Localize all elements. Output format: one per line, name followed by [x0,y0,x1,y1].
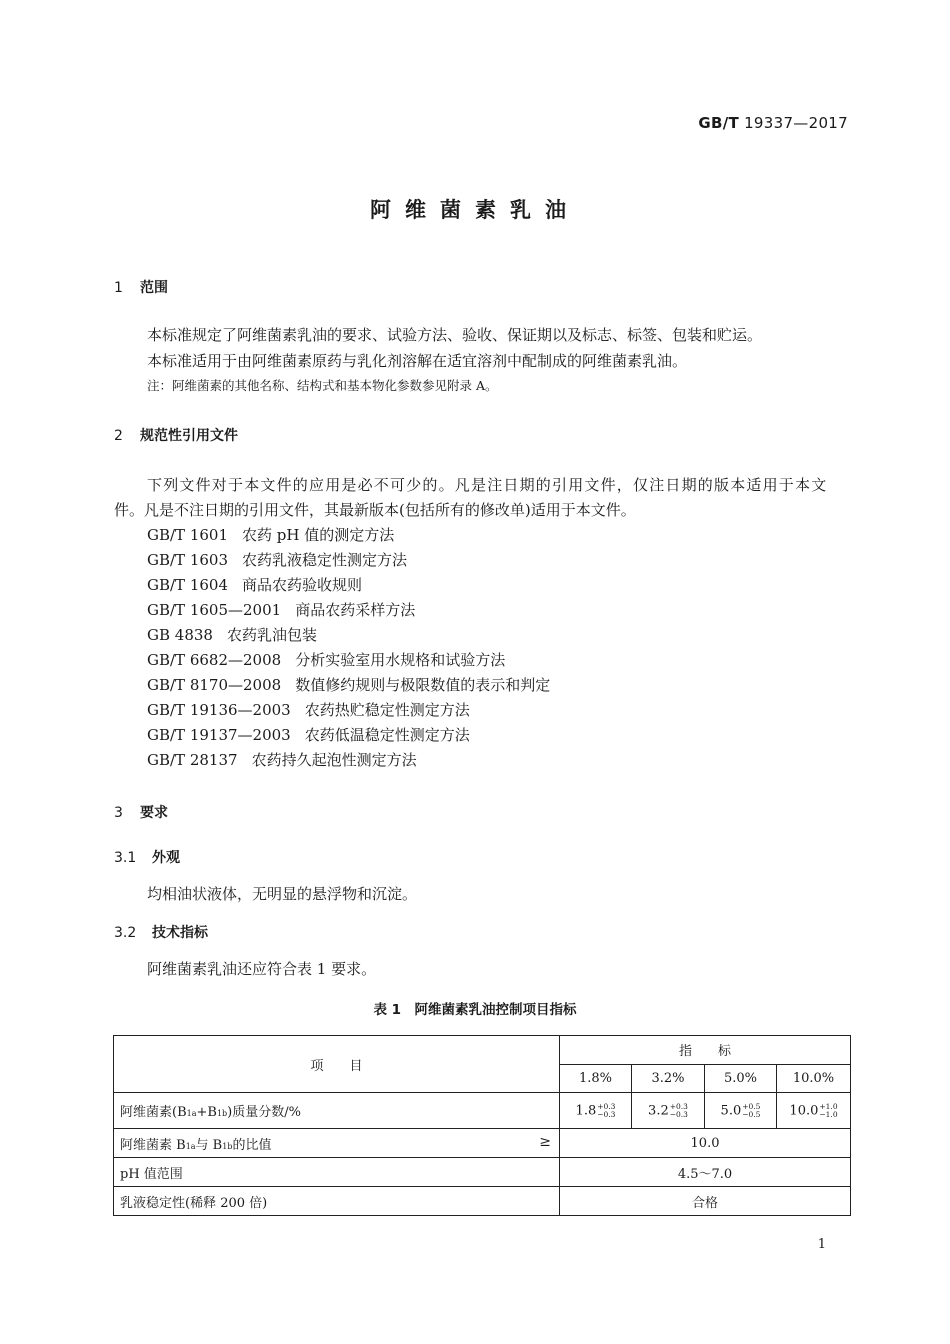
page-number: 1 [817,1237,826,1252]
table-row [114,1187,851,1216]
section-3-2-heading: 3.2 技术指标 [114,925,208,941]
document-title: 阿维菌素乳油 [370,198,580,222]
section-3-1-text: 均相油状液体，无明显的悬浮物和沉淀。 [147,885,418,903]
section-1-paragraph-2: 本标准适用于由阿维菌素原药与乳化剂溶解在适宜溶剂中配制成的阿维菌素乳油。 [147,352,688,370]
reference-item: GB/T 19136—2003 农药热贮稳定性测定方法 [147,701,470,719]
reference-item: GB/T 1604 商品农药验收规则 [147,576,363,594]
table-cell: 5.0 +0.5 −0.5 [705,1093,777,1129]
section-1-paragraph-1: 本标准规定了阿维菌素乳油的要求、试验方法、验收、保证期以及标志、标签、包装和贮运。 [147,326,763,344]
table-row [114,1129,851,1158]
standard-code [698,114,848,132]
row-label: pH 值范围 [114,1158,560,1187]
column-header: 1.8% [560,1064,632,1093]
table-cell: 10.0 +1.0 −1.0 [777,1093,851,1129]
column-header: 3.2% [632,1064,705,1093]
reference-item: GB/T 1601 农药 pH 值的测定方法 [147,526,395,544]
greater-equal-sign: ≥ [539,1134,551,1150]
column-header: 5.0% [705,1064,777,1093]
section-2-intro-line-2: 件。凡是不注日期的引用文件，其最新版本(包括所有的修改单)适用于本文件。 [114,501,636,519]
section-3-heading: 3 要求 [114,805,168,821]
header-index-cell: 指 标 [560,1036,851,1065]
row-label: 阿维菌素(B1a+B1b)质量分数/% [114,1093,560,1129]
reference-item: GB/T 6682—2008 分析实验室用水规格和试验方法 [147,651,506,669]
reference-item: GB/T 8170—2008 数值修约规则与极限数值的表示和判定 [147,676,551,694]
table-row [114,1093,851,1129]
section-2-heading: 2 规范性引用文件 [114,428,238,444]
header-item-cell: 项 目 [114,1036,560,1093]
section-1-note: 注：阿维菌素的其他名称、结构式和基本物化参数参见附录 A。 [147,378,498,393]
spec-table [113,1035,851,1216]
table-cell: 3.2 +0.3 −0.3 [632,1093,705,1129]
section-2-intro-line-1: 下列文件对于本文件的应用是必不可少的。凡是注日期的引用文件，仅注日期的版本适用于本文 [147,476,828,494]
reference-item: GB/T 1603 农药乳液稳定性测定方法 [147,551,408,569]
section-1-heading: 1 范围 [114,280,168,296]
reference-item: GB/T 28137 农药持久起泡性测定方法 [147,751,417,769]
standard-prefix: GB/T [698,114,740,132]
row-label: 乳液稳定性(稀释 200 倍) [114,1187,560,1216]
reference-item: GB/T 19137—2003 农药低温稳定性测定方法 [147,726,470,744]
table-header-row [114,1036,851,1065]
standard-number: 19337—2017 [744,114,848,132]
table-cell: 合格 [560,1187,851,1216]
section-3-1-heading: 3.1 外观 [114,850,180,866]
table-cell: 4.5～7.0 [560,1158,851,1187]
table-cell: 10.0 [560,1129,851,1158]
section-3-2-text: 阿维菌素乳油还应符合表 1 要求。 [147,960,377,978]
table-cell: 1.8 +0.3 −0.3 [560,1093,632,1129]
table-caption: 表 1 阿维菌素乳油控制项目指标 [373,1002,577,1018]
row-label: 阿维菌素 B1a与 B1b的比值 ≥ [114,1129,560,1158]
reference-item: GB/T 1605—2001 商品农药采样方法 [147,601,416,619]
reference-item: GB 4838 农药乳油包装 [147,626,317,644]
table-row [114,1158,851,1187]
column-header: 10.0% [777,1064,851,1093]
